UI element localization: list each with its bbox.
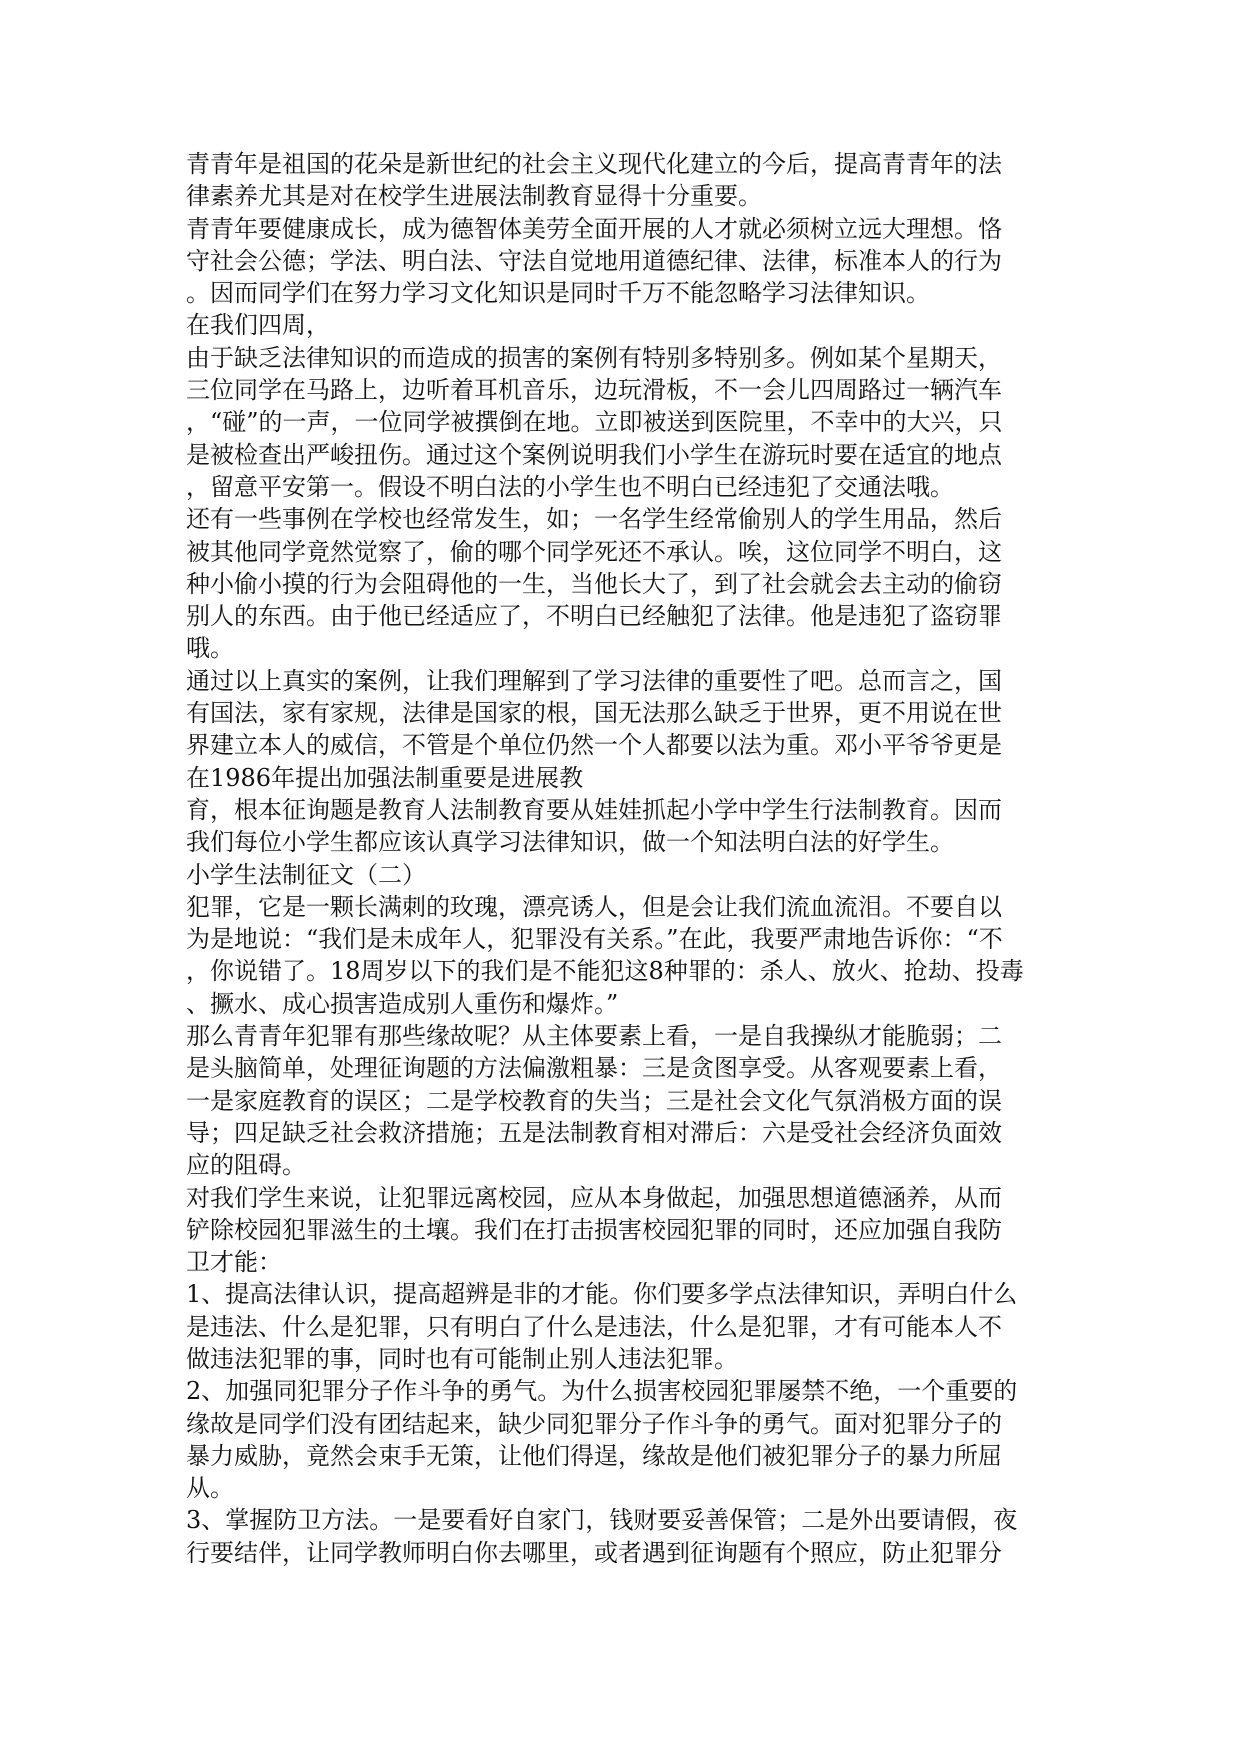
- text-line: 缘故是同学们没有团结起来，缺少同犯罪分子作斗争的勇气。面对犯罪分子的: [186, 1409, 1002, 1438]
- text-line: 在1986年提出加强法制重要是进展教: [186, 763, 584, 792]
- text-line: 有国法，家有家规，法律是国家的根，国无法那么缺乏于世界，更不用说在世: [186, 699, 1002, 728]
- text-line: 导；四足缺乏社会救济措施；五是法制教育相对滞后：六是受社会经济负面效: [186, 1118, 1002, 1147]
- text-line: 应的阻碍。: [186, 1151, 306, 1180]
- text-line: 是违法、什么是犯罪，只有明白了什么是违法，什么是犯罪，才有可能本人不: [186, 1312, 1002, 1341]
- text-line: 是头脑简单，处理征询题的方法偏激粗暴：三是贪图享受。从客观要素上看，: [186, 1054, 1002, 1083]
- text-line: 哦。: [186, 634, 234, 663]
- text-line: 育，根本征询题是教育人法制教育要从娃娃抓起小学中学生行法制教育。因而: [186, 795, 1002, 824]
- text-line: 对我们学生来说，让犯罪远离校园，应从本身做起，加强思想道德涵养，从而: [186, 1183, 1002, 1212]
- text-line: 为是地说：“我们是未成年人，犯罪没有关系。”在此，我要严肃地告诉你：“不: [186, 925, 1003, 954]
- text-line: 做违法犯罪的事，同时也有可能制止别人违法犯罪。: [186, 1344, 738, 1373]
- text-line: 别人的东西。由于他已经适应了，不明白已经触犯了法律。他是违犯了盗窃罪: [186, 602, 1002, 631]
- text-line: 在我们四周，: [186, 311, 330, 340]
- text-line: 3、掌握防卫方法。一是要看好自家门，钱财要妥善保管；二是外出要请假，夜: [186, 1506, 1018, 1535]
- text-line: ，留意平安第一。假设不明白法的小学生也不明白已经违犯了交通法哦。: [186, 472, 954, 501]
- text-line: 小学生法制征文（二）: [186, 860, 426, 889]
- text-line: 犯罪，它是一颗长满刺的玫瑰，漂亮诱人，但是会让我们流血流泪。不要自以: [186, 892, 1002, 921]
- text-line: 被其他同学竟然觉察了，偷的哪个同学死还不承认。唉，这位同学不明白，这: [186, 537, 1002, 566]
- text-line: ，你说错了。18周岁以下的我们是不能犯这8种罪的：杀人、放火、抢劫、投毒: [186, 957, 1024, 986]
- text-line: 从。: [186, 1474, 234, 1503]
- text-line: 界建立本人的威信，不管是个单位仍然一个人都要以法为重。邓小平爷爷更是: [186, 731, 1002, 760]
- text-line: 铲除校园犯罪滋生的土壤。我们在打击损害校园犯罪的同时，还应加强自我防: [186, 1215, 1002, 1244]
- text-line: 那么青青年犯罪有那些缘故呢？从主体要素上看，一是自我操纵才能脆弱；二: [186, 1022, 1002, 1051]
- text-line: 我们每位小学生都应该认真学习法律知识，做一个知法明白法的好学生。: [186, 828, 954, 857]
- text-line: 2、加强同犯罪分子作斗争的勇气。为什么损害校园犯罪屡禁不绝，一个重要的: [186, 1377, 1018, 1406]
- text-line: 1、提高法律认识，提高超辨是非的才能。你们要多学点法律知识，弄明白什么: [186, 1280, 1018, 1309]
- text-line: 种小偷小摸的行为会阻碍他的一生，当他长大了，到了社会就会去主动的偷窃: [186, 569, 1002, 598]
- text-line: 律素养尤其是对在校学生进展法制教育显得十分重要。: [186, 182, 762, 211]
- text-line: 是被检查出严峻扭伤。通过这个案例说明我们小学生在游玩时要在适宜的地点: [186, 440, 1002, 469]
- text-line: 。因而同学们在努力学习文化知识是同时千万不能忽略学习法律知识。: [186, 279, 930, 308]
- text-line: ，“碰”的一声，一位同学被撰倒在地。立即被送到医院里，不幸中的大兴，只: [186, 408, 1003, 437]
- text-line: 一是家庭教育的误区；二是学校教育的失当；三是社会文化气氛消极方面的误: [186, 1086, 1002, 1115]
- text-line: 三位同学在马路上，边听着耳机音乐，边玩滑板，不一会儿四周路过一辆汽车: [186, 376, 1002, 405]
- text-line: 由于缺乏法律知识的而造成的损害的案例有特别多特别多。例如某个星期天，: [186, 343, 1002, 372]
- text-line: 青青年要健康成长，成为德智体美劳全面开展的人才就必须树立远大理想。恪: [186, 214, 1002, 243]
- text-line: 守社会公德；学法、明白法、守法自觉地用道德纪律、法律，标准本人的行为: [186, 246, 1002, 275]
- text-line: 通过以上真实的案例，让我们理解到了学习法律的重要性了吧。总而言之，国: [186, 666, 1002, 695]
- text-line: 青青年是祖国的花朵是新世纪的社会主义现代化建立的今后，提高青青年的法: [186, 150, 1002, 178]
- text-line: 暴力威胁，竟然会束手无策，让他们得逞，缘故是他们被犯罪分子的暴力所屈: [186, 1441, 1002, 1470]
- text-line: 、撅水、成心损害造成别人重伤和爆炸。”: [186, 989, 619, 1018]
- text-line: 卫才能：: [186, 1248, 282, 1277]
- text-line: 还有一些事例在学校也经常发生，如；一名学生经常偷别人的学生用品，然后: [186, 505, 1002, 534]
- text-line: 行要结伴，让同学教师明白你去哪里，或者遇到征询题有个照应，防止犯罪分: [186, 1538, 1002, 1567]
- document-body: [186, 148, 1066, 1569]
